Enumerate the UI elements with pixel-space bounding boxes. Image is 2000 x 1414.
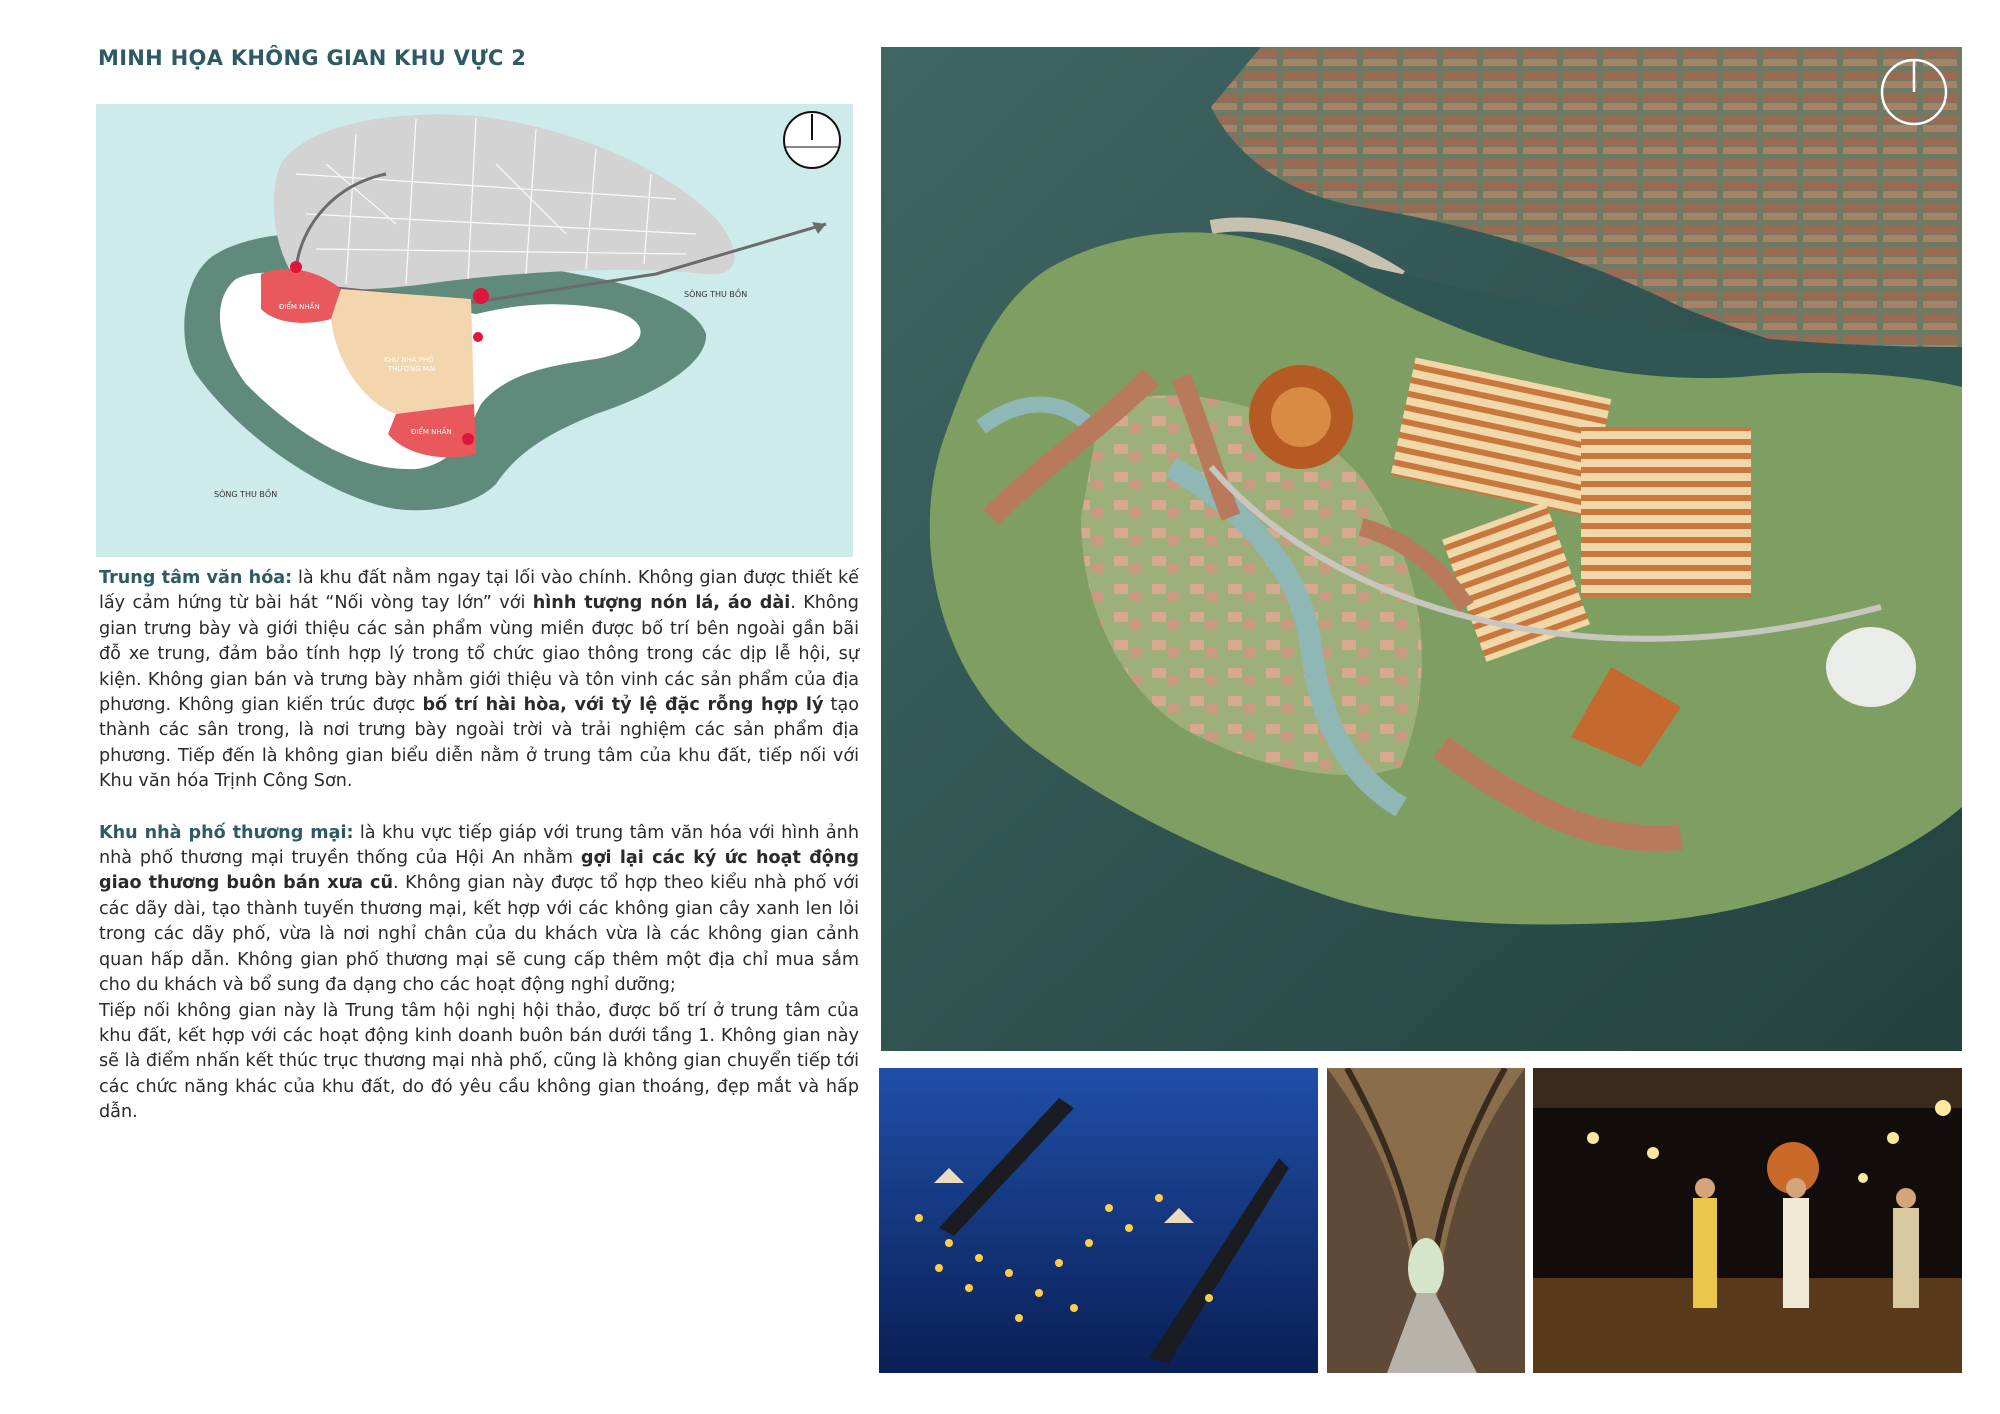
zone-label-center-1: KHU NHÀ PHỐ	[384, 356, 434, 364]
zone-label-top: ĐIỂM NHẤN	[279, 303, 320, 311]
folk-performance-photo	[1533, 1068, 1962, 1373]
bamboo-corridor-photo	[1327, 1068, 1525, 1373]
river-label-bottom: SÔNG THU BỒN	[214, 490, 278, 499]
page-title: MINH HỌA KHÔNG GIAN KHU VỰC 2	[98, 46, 527, 70]
paragraph-commercial-street: Khu nhà phố thương mại: là khu vực tiếp giáp với trung tâm văn hóa với hình ảnh nhà phố thương mại truyền thống của Hội An nhằm gợi lại các ký ức hoạt động giao thương buôn bán xưa cũ. Không gian này được tổ hợp theo kiểu nhà phố với các dãy dài, tạo thành tuyến thương mại, kết hợp với các không gian cây xanh len lỏi trong các dãy phố, vừa là nơi nghỉ chân của du khách vừa là các không gian cảnh quan hấp dẫn. Không gian phố thương mại sẽ cung cấp thêm một địa chỉ mua sắm cho du khách và bổ sung đa dạng cho các hoạt động nghỉ dưỡng;	[99, 822, 859, 996]
description-text	[99, 566, 859, 1152]
north-arrow-icon	[784, 112, 840, 168]
zone-label-center-2: THƯƠNG MẠI	[388, 365, 436, 373]
marker-1	[290, 261, 302, 273]
river-label-right: SÔNG THU BỒN	[684, 290, 748, 299]
site-diagram	[96, 104, 853, 557]
aerial-masterplan-image	[881, 47, 1962, 1051]
zone-label-bottom: ĐIỂM NHẤN	[411, 428, 452, 436]
heading-culture-center: Trung tâm văn hóa:	[99, 568, 293, 588]
paragraph-culture-center: Trung tâm văn hóa: là khu đất nằm ngay tại lối vào chính. Không gian được thiết kế lấy cảm hứng từ bài hát “Nối vòng tay lớn” với hình tượng nón lá, áo dài. Không gian trưng bày và giới thiệu các sản phẩm vùng miền được bố trí bên ngoài gần bãi đỗ xe trung, đảm bảo tính hợp lý trong tổ chức giao thông trong các dịp lễ hội, sự kiện. Không gian bán và trưng bày nhằm giới thiệu và tôn vinh các sản phẩm của địa phương. Không gian kiến trúc được bố trí hài hòa, với tỷ lệ đặc rỗng hợp lý tạo thành các sân trong, là nơi trưng bày ngoài trời và trải nghiệm các sản phẩm địa phương. Tiếp đến là không gian biểu diễn nằm ở trung tâm của khu đất, tiếp nối với Khu văn hóa Trịnh Công Sơn.	[99, 568, 859, 792]
heading-commercial-street: Khu nhà phố thương mại:	[99, 822, 354, 843]
marker-2	[473, 288, 489, 304]
marker-3	[473, 332, 483, 342]
paragraph-conference-center: Tiếp nối không gian này là Trung tâm hội nghị hội thảo, được bố trí ở trung tâm của khu đất, kết hợp với các hoạt động kinh doanh buôn bán dưới tầng 1. Không gian này sẽ là điểm nhấn kết thúc trục thương mại nhà phố, cũng là không gian chuyển tiếp tới các chức năng khác của khu đất, do đó yêu cầu không gian thoáng, đẹp mắt và hấp dẫn.	[99, 1000, 859, 1123]
river-lantern-boats-photo	[879, 1068, 1318, 1373]
marker-4	[462, 433, 474, 445]
